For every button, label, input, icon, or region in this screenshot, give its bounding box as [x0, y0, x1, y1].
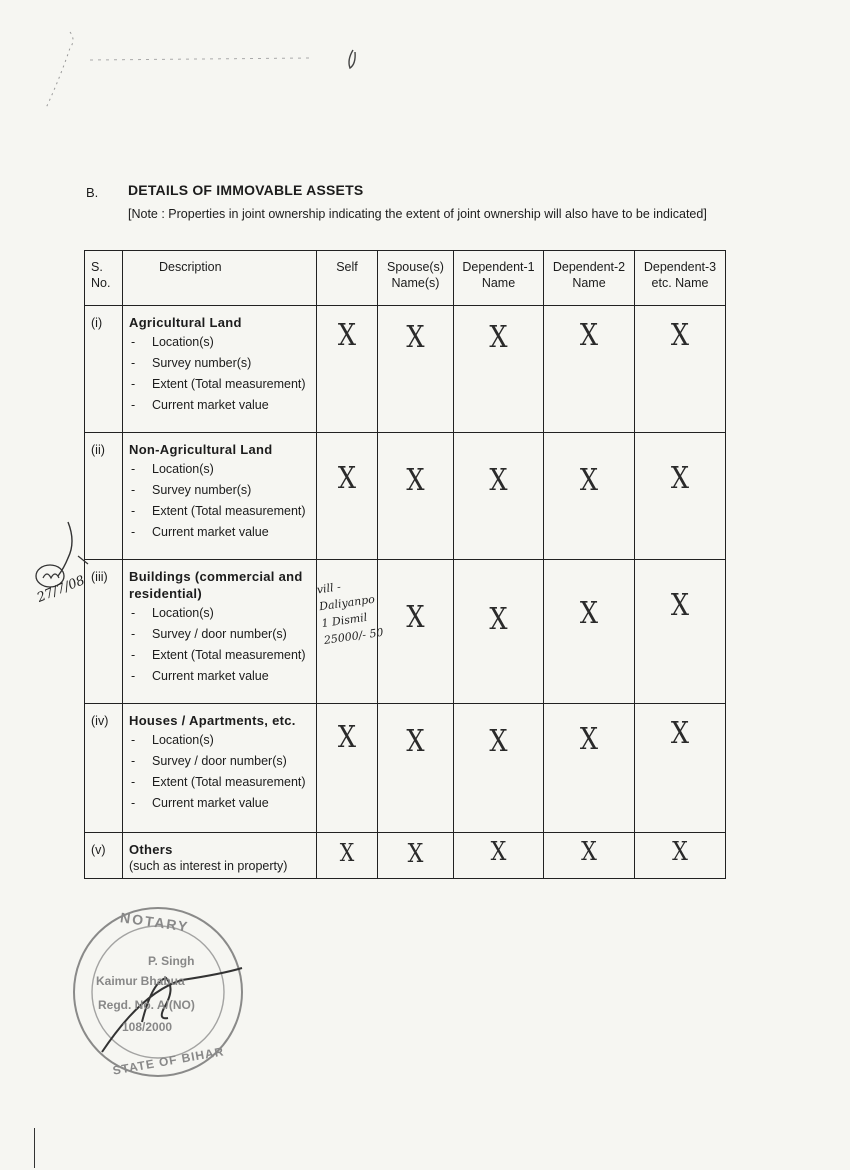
row-items: [129, 334, 312, 413]
list-item: - Extent (Total measurement): [129, 647, 312, 663]
cross-mark: X: [670, 588, 690, 623]
list-item: - Survey number(s): [129, 355, 312, 371]
cross-mark: X: [489, 463, 508, 498]
list-item: - Location(s): [129, 605, 312, 621]
row-sno: (i): [85, 306, 123, 433]
cross-mark: X: [406, 463, 425, 498]
margin-initials-annotation: [30, 520, 100, 615]
cross-mark: X: [579, 722, 599, 757]
row-items: [129, 732, 312, 811]
handwritten-property-note: vill - Daliyanpo 1 Dismil 25000/- 50: [315, 580, 385, 647]
table-row: [85, 704, 726, 833]
cross-mark: X: [672, 837, 688, 867]
table-row: [85, 433, 726, 560]
cross-mark: X: [489, 602, 508, 637]
cross-mark: X: [337, 318, 357, 353]
row-title: Others: [129, 842, 173, 857]
cross-mark: X: [670, 461, 690, 496]
margin-date: 27/7/08: [35, 573, 88, 606]
table-row: [85, 306, 726, 433]
cross-mark: X: [489, 724, 508, 759]
row-sno: (iii): [85, 560, 123, 704]
margin-line: [34, 1128, 35, 1168]
list-item: - Extent (Total measurement): [129, 503, 312, 519]
list-item: - Current market value: [129, 795, 312, 811]
list-item: - Location(s): [129, 461, 312, 477]
cross-mark: X: [489, 320, 508, 355]
row-sno: (ii): [85, 433, 123, 560]
header-spouse: Spouse(s) Name(s): [378, 251, 454, 306]
header-dependent-1: Dependent-1 Name: [454, 251, 544, 306]
row-items: [129, 605, 312, 684]
row-description: [123, 833, 317, 879]
section-letter: B.: [86, 185, 99, 200]
row-description: [123, 433, 317, 560]
list-item: - Location(s): [129, 732, 312, 748]
cross-mark: X: [339, 839, 355, 867]
list-item: - Survey number(s): [129, 482, 312, 498]
cross-mark: X: [490, 837, 507, 867]
cross-mark: X: [406, 320, 425, 355]
row-title: Houses / Apartments, etc.: [129, 713, 296, 728]
row-title: Buildings (commercial and residential): [129, 569, 303, 601]
row-items: [129, 461, 312, 540]
row-sno: (v): [85, 833, 123, 879]
header-description: Description: [123, 251, 317, 306]
notary-seal: NOTARY P. Singh Kaimur Bhabua Regd. No. A/(NO) 108/2000 STATE OF BIHAR: [62, 902, 262, 1097]
header-self: Self: [317, 251, 378, 306]
cross-mark: X: [337, 720, 357, 755]
section-title: DETAILS OF IMMOVABLE ASSETS: [128, 182, 364, 198]
row-description: [123, 704, 317, 833]
list-item: - Extent (Total measurement): [129, 376, 312, 392]
cross-mark: X: [579, 463, 599, 498]
cross-mark: X: [670, 318, 690, 353]
list-item: - Current market value: [129, 524, 312, 540]
header-sno: S. No.: [85, 251, 123, 306]
cross-mark: X: [406, 724, 425, 759]
row-title: Non-Agricultural Land: [129, 442, 273, 457]
row-subtitle: (such as interest in property): [129, 859, 288, 873]
cross-mark: X: [337, 461, 357, 496]
table-header-row: [85, 251, 726, 306]
row-title: Agricultural Land: [129, 315, 242, 330]
list-item: - Current market value: [129, 397, 312, 413]
cross-mark: X: [579, 318, 599, 353]
row-description: [123, 560, 317, 704]
row-description: [123, 306, 317, 433]
cross-mark: X: [581, 837, 597, 867]
list-item: - Survey / door number(s): [129, 626, 312, 642]
header-dependent-2: Dependent-2 Name: [544, 251, 635, 306]
cross-mark: X: [670, 716, 690, 751]
row-sno: (iv): [85, 704, 123, 833]
list-item: - Location(s): [129, 334, 312, 350]
cross-mark: X: [406, 600, 425, 635]
list-item: - Current market value: [129, 668, 312, 684]
immovable-assets-table: [84, 250, 726, 879]
header-dependent-3: Dependent-3 etc. Name: [635, 251, 726, 306]
section-note: [Note : Properties in joint ownership indicating the extent of joint ownership will also have to be indicated]: [128, 207, 707, 221]
scan-smudge: [20, 20, 380, 130]
cross-mark: X: [407, 839, 424, 869]
table-row: [85, 833, 726, 879]
list-item: - Extent (Total measurement): [129, 774, 312, 790]
cross-mark: X: [579, 596, 599, 631]
list-item: - Survey / door number(s): [129, 753, 312, 769]
